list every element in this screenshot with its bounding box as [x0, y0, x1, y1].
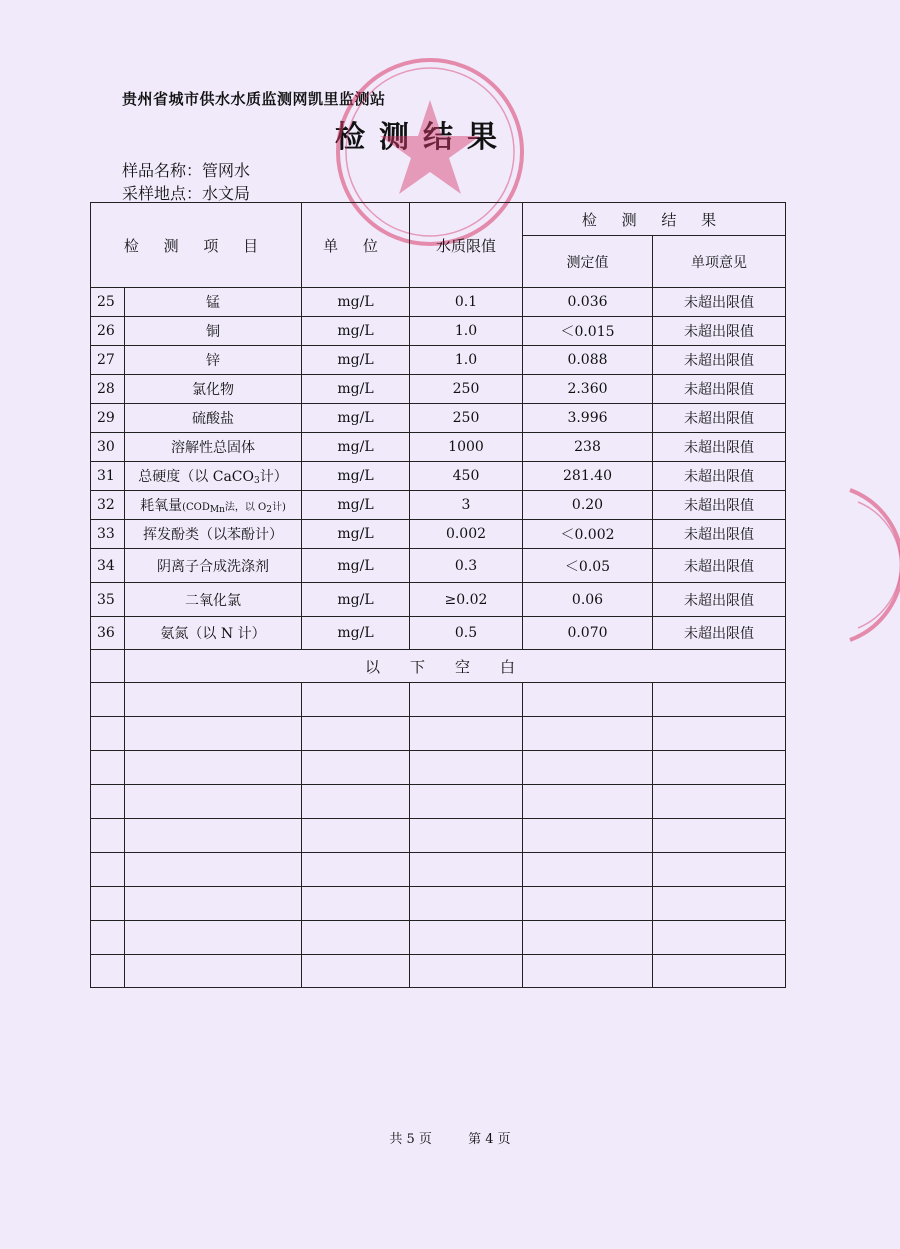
row-item: 硫酸盐: [125, 404, 302, 433]
row-limit: ≥0.02: [410, 583, 523, 617]
row-opinion: 未超出限值: [653, 404, 786, 433]
empty-cell: [410, 887, 523, 921]
row-opinion: 未超出限值: [653, 520, 786, 549]
empty-cell: [91, 751, 125, 785]
header-item: 检 测 项 目: [91, 203, 302, 288]
empty-cell: [302, 955, 410, 988]
row-unit: mg/L: [302, 520, 410, 549]
empty-cell: [410, 717, 523, 751]
table-row: [91, 404, 786, 433]
row-item: 锌: [125, 346, 302, 375]
table-row: [91, 520, 786, 549]
row-value: 0.20: [523, 491, 653, 520]
empty-row: [91, 853, 786, 887]
empty-cell: [653, 819, 786, 853]
empty-row: [91, 819, 786, 853]
row-value: 3.996: [523, 404, 653, 433]
empty-cell: [523, 751, 653, 785]
row-opinion: 未超出限值: [653, 288, 786, 317]
results-table: [90, 202, 786, 988]
empty-cell: [523, 819, 653, 853]
row-unit: mg/L: [302, 583, 410, 617]
row-unit: mg/L: [302, 491, 410, 520]
empty-cell: [653, 683, 786, 717]
item-method-mid: 法，以 O: [224, 502, 267, 513]
row-limit: 250: [410, 404, 523, 433]
empty-cell: [410, 853, 523, 887]
empty-row: [91, 955, 786, 988]
row-number: 29: [91, 404, 125, 433]
row-limit: 1.0: [410, 346, 523, 375]
table-row: [91, 491, 786, 520]
partial-seal: [810, 480, 900, 650]
row-value: 281.40: [523, 462, 653, 491]
row-limit: 1.0: [410, 317, 523, 346]
row-number: 34: [91, 549, 125, 583]
row-number: 26: [91, 317, 125, 346]
empty-cell: [91, 683, 125, 717]
row-unit: mg/L: [302, 617, 410, 650]
item-text: 耗氧量: [140, 498, 183, 514]
row-item: 铜: [125, 317, 302, 346]
row-number: 25: [91, 288, 125, 317]
empty-cell: [302, 921, 410, 955]
row-opinion: 未超出限值: [653, 462, 786, 491]
row-limit: 3: [410, 491, 523, 520]
row-opinion: 未超出限值: [653, 433, 786, 462]
header-result: 检 测 结 果: [523, 203, 786, 236]
empty-cell: [91, 853, 125, 887]
empty-cell: [302, 785, 410, 819]
sample-name-label: 样品名称：: [122, 161, 203, 180]
empty-row: [91, 887, 786, 921]
empty-cell: [523, 955, 653, 988]
empty-cell: [302, 683, 410, 717]
row-number: 28: [91, 375, 125, 404]
empty-cell: [302, 717, 410, 751]
header-measured: 测定值: [523, 236, 653, 288]
row-limit: 1000: [410, 433, 523, 462]
empty-cell: [653, 921, 786, 955]
empty-cell: [410, 819, 523, 853]
row-item: [125, 491, 302, 520]
row-unit: mg/L: [302, 346, 410, 375]
sample-name-value: 管网水: [202, 161, 251, 180]
row-value: 0.036: [523, 288, 653, 317]
empty-cell: [91, 717, 125, 751]
table-row: [91, 433, 786, 462]
header-opinion: 单项意见: [653, 236, 786, 288]
table-row: [91, 617, 786, 650]
empty-cell: [125, 921, 302, 955]
row-unit: mg/L: [302, 549, 410, 583]
empty-cell: [410, 955, 523, 988]
row-item: 挥发酚类（以苯酚计）: [125, 520, 302, 549]
row-unit: mg/L: [302, 462, 410, 491]
empty-cell: [91, 921, 125, 955]
row-value: ＜0.015: [523, 317, 653, 346]
row-opinion: 未超出限值: [653, 491, 786, 520]
row-item: 氯化物: [125, 375, 302, 404]
row-value: 0.070: [523, 617, 653, 650]
empty-row: [91, 717, 786, 751]
row-unit: mg/L: [302, 375, 410, 404]
row-limit: 0.5: [410, 617, 523, 650]
blank-note-row: [91, 650, 786, 683]
sampling-location-value: 水文局: [202, 184, 251, 203]
sampling-location-line: [122, 181, 250, 204]
empty-cell: [125, 853, 302, 887]
row-value: 238: [523, 433, 653, 462]
row-unit: mg/L: [302, 288, 410, 317]
item-subscript-o2: 2: [266, 505, 272, 515]
empty-cell: [125, 683, 302, 717]
empty-cell: [523, 785, 653, 819]
row-limit: 0.3: [410, 549, 523, 583]
row-unit: mg/L: [302, 317, 410, 346]
empty-cell: [302, 751, 410, 785]
sample-name-line: [122, 158, 250, 181]
empty-cell: [302, 819, 410, 853]
empty-cell: [410, 785, 523, 819]
row-opinion: 未超出限值: [653, 346, 786, 375]
empty-cell: [653, 887, 786, 921]
row-item: 氨氮（以 N 计）: [125, 617, 302, 650]
empty-cell: [653, 751, 786, 785]
empty-cell: [125, 819, 302, 853]
page-footer: [0, 1128, 900, 1147]
empty-cell: [653, 717, 786, 751]
row-value: ＜0.002: [523, 520, 653, 549]
item-text-end: 计）: [259, 469, 288, 485]
empty-cell: [125, 751, 302, 785]
row-unit: mg/L: [302, 433, 410, 462]
row-item: [125, 462, 302, 491]
empty-cell: [91, 785, 125, 819]
empty-cell: [410, 921, 523, 955]
empty-cell: [410, 751, 523, 785]
empty-cell: [523, 921, 653, 955]
row-number: 27: [91, 346, 125, 375]
empty-cell: [302, 887, 410, 921]
empty-row: [91, 751, 786, 785]
organization-name: 贵州省城市供水水质监测网凯里监测站: [122, 90, 386, 108]
total-pages: 共 5 页: [389, 1132, 432, 1147]
blank-cell: [91, 650, 125, 683]
row-opinion: 未超出限值: [653, 617, 786, 650]
row-opinion: 未超出限值: [653, 317, 786, 346]
item-subscript-mn: Mn: [209, 505, 225, 515]
row-value: 0.06: [523, 583, 653, 617]
empty-row: [91, 921, 786, 955]
row-limit: 0.1: [410, 288, 523, 317]
row-opinion: 未超出限值: [653, 583, 786, 617]
table-row: [91, 549, 786, 583]
table-row: [91, 375, 786, 404]
row-value: 2.360: [523, 375, 653, 404]
row-opinion: 未超出限值: [653, 549, 786, 583]
empty-cell: [653, 853, 786, 887]
row-item: 锰: [125, 288, 302, 317]
row-number: 32: [91, 491, 125, 520]
row-number: 35: [91, 583, 125, 617]
sampling-location-label: 采样地点：: [122, 184, 203, 203]
empty-cell: [125, 785, 302, 819]
item-text: 总硬度（以 CaCO: [138, 469, 254, 485]
empty-cell: [125, 887, 302, 921]
blank-note: 以下空白: [125, 650, 786, 683]
row-limit: 0.002: [410, 520, 523, 549]
empty-cell: [523, 887, 653, 921]
empty-cell: [91, 887, 125, 921]
row-number: 36: [91, 617, 125, 650]
table-row: [91, 346, 786, 375]
empty-cell: [125, 955, 302, 988]
row-value: 0.088: [523, 346, 653, 375]
row-number: 33: [91, 520, 125, 549]
item-subscript: 3: [253, 476, 260, 486]
item-method: (COD: [182, 502, 210, 513]
item-method-end: 计): [272, 502, 286, 513]
row-opinion: 未超出限值: [653, 375, 786, 404]
row-item: 二氧化氯: [125, 583, 302, 617]
page-title: 检测结果: [335, 120, 511, 155]
empty-cell: [653, 955, 786, 988]
empty-row: [91, 785, 786, 819]
empty-cell: [653, 785, 786, 819]
empty-cell: [523, 683, 653, 717]
empty-cell: [125, 717, 302, 751]
row-item: 溶解性总固体: [125, 433, 302, 462]
row-limit: 450: [410, 462, 523, 491]
row-value: ＜0.05: [523, 549, 653, 583]
row-unit: mg/L: [302, 404, 410, 433]
header-limit: 水质限值: [410, 203, 523, 288]
table-row: [91, 462, 786, 491]
table-row: [91, 288, 786, 317]
table-row: [91, 583, 786, 617]
empty-cell: [302, 853, 410, 887]
empty-cell: [523, 853, 653, 887]
empty-cell: [523, 717, 653, 751]
table-row: [91, 317, 786, 346]
row-number: 30: [91, 433, 125, 462]
empty-cell: [91, 819, 125, 853]
page-number: 第 4 页: [468, 1132, 511, 1147]
header-unit: 单 位: [302, 203, 410, 288]
row-item: 阴离子合成洗涤剂: [125, 549, 302, 583]
row-limit: 250: [410, 375, 523, 404]
empty-cell: [91, 955, 125, 988]
row-number: 31: [91, 462, 125, 491]
empty-row: [91, 683, 786, 717]
empty-cell: [410, 683, 523, 717]
